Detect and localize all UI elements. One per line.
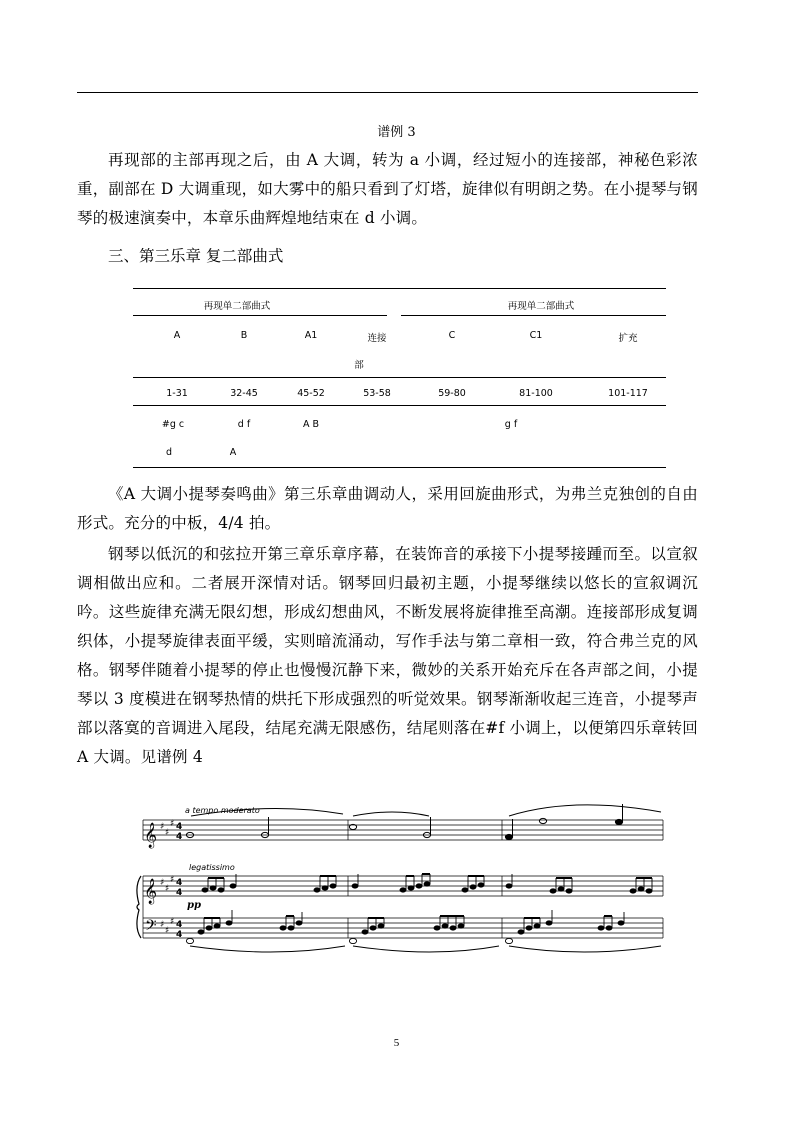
sharp-icon: ♯ [170,917,175,927]
table-measures-c: 59-80 [438,388,466,399]
sharp-icon: ♯ [170,875,175,885]
sharp-icon: ♯ [165,828,170,838]
table-section-b: B [240,330,248,341]
table-key-a1: A B [302,419,320,430]
score-expression-marking: legatissimo [189,863,235,872]
page-number: 5 [393,1037,400,1049]
sharp-icon: ♯ [165,884,170,894]
piano-brace-icon [137,876,141,938]
table-measures-c1: 81-100 [519,388,553,399]
sharp-icon: ♯ [170,819,175,829]
table-measures-b: 32-45 [230,388,258,399]
table-measures-extension: 101-117 [608,388,648,399]
time-signature-top: 4 [176,878,183,888]
time-signature-top: 4 [176,822,183,832]
time-signature-bottom: 4 [176,832,183,842]
piano-left-hand-notes [186,910,661,952]
table-rule-keys [133,405,666,406]
table-rule-top [133,288,666,289]
table-section-bridge-suffix: 部 [354,360,364,371]
form-structure-table [133,288,666,468]
table-key-c1: g f [504,419,518,430]
sharp-icon: ♯ [160,822,165,832]
score-dynamic: pp [187,900,201,911]
table-measures-a1: 45-52 [297,388,325,399]
table-section-extension: 扩充 [618,333,638,344]
time-signature-bottom: 4 [176,888,183,898]
score-caption-3: 谱例 3 [377,125,416,140]
table-key-b-second: A [229,447,237,458]
table-key-a-second: d [165,447,173,458]
treble-clef-icon: 𝄞 [144,879,158,904]
sharp-icon: ♯ [160,878,165,888]
table-group-left: 再现单二部曲式 [203,301,271,312]
piano-right-hand-notes [202,874,652,893]
table-rule-middle [133,377,666,378]
paragraph-third-movement-intro: 《A 大调小提琴奏鸣曲》第三乐章曲调动人，采用回旋曲形式，为弗兰克独创的自由形式。充分的中板，4/4 拍。 [77,485,698,532]
bass-clef-icon: 𝄢 [145,917,157,938]
paragraph-third-movement-analysis: 钢琴以低沉的和弦拉开第三章乐章序幕，在装饰音的承接下小提琴接踵而至。以宣叙调相做出应和。二者展开深情对话。钢琴回归最初主题，小提琴继续以悠长的宣叙调沉吟。这些旋律充满无限幻想，形成幻想曲风，不断发展将旋律推至高潮。连接部形成复调织体，小提琴旋律表面平缓，实则暗流涌动，写作手法与第二章相一致，符合弗兰克的风格。钢琴伴随着小提琴的停止也慢慢沉静下来，微妙的关系开始充斥在各声部之间，小提琴以 3 度模进在钢琴热情的烘托下形成强烈的听觉效果。钢琴渐渐收起三连音，小提琴声部以落寞的音调进入尾段，结尾充满无限感伤，结尾则落在#f 小调上，以便第四乐章转回 A 大调。见谱例 4 [77,545,698,766]
time-signature-top: 4 [176,920,183,930]
table-section-c: C [448,330,456,341]
piano-left-hand-staff [143,876,663,938]
sharp-icon: ♯ [160,920,165,930]
table-key-b: d f [237,419,251,430]
table-section-a1: A1 [304,330,318,341]
table-rule-bottom [133,467,666,468]
paragraph-recapitulation: 再现部的主部再现之后，由 A 大调，转为 a 小调，经过短小的连接部，神秘色彩浓重，副部在 D 大调重现，如大雾中的船只看到了灯塔，旋律似有明朗之势。在小提琴与钢琴的极速演奏中，本章乐曲辉煌地结束在 d 小调。 [77,151,698,227]
treble-clef-icon: 𝄞 [144,823,158,848]
sharp-icon: ♯ [165,926,170,936]
table-section-bridge: 连接 [367,333,387,344]
header-rule [77,92,698,93]
table-group-right: 再现单二部曲式 [507,301,575,312]
section-heading-third-movement: 三、第三乐章 复二部曲式 [108,247,284,265]
time-signature-bottom: 4 [176,930,183,940]
score-tempo-marking: a tempo moderato [185,806,260,815]
table-section-a: A [173,330,181,341]
table-section-c1: C1 [529,330,543,341]
table-measures-bridge: 53-58 [363,388,391,399]
table-rule-group-left [133,315,387,316]
violin-staff [143,820,663,840]
table-measures-a: 1-31 [166,388,188,399]
table-rule-group-right [401,315,666,316]
score-example-4 [133,804,665,960]
table-key-a: #g c [161,419,185,430]
